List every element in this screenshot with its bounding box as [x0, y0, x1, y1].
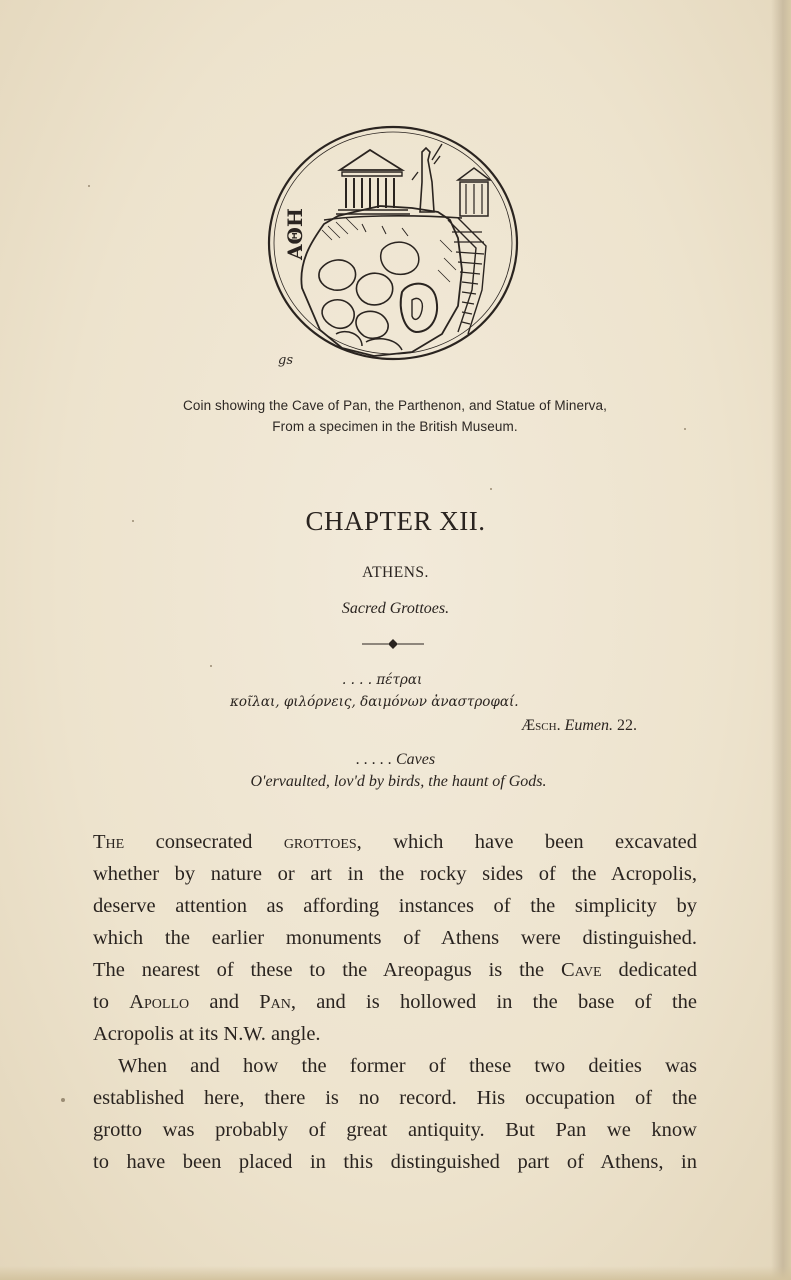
chapter-subtitle: Sacred Grottoes. — [341, 600, 450, 617]
epigraph-translation-line-1: . . . . . Caves — [356, 751, 436, 768]
engraver-mark: gs — [278, 353, 293, 368]
coin-illustration — [262, 120, 524, 382]
chapter-title: CHAPTER XII. — [305, 506, 486, 536]
body-line: whether by nature or art in the rocky sides of the Acropolis, — [93, 863, 697, 885]
epigraph-citation — [521, 717, 637, 735]
body-line: Acropolis at its N.W. angle. — [93, 1023, 321, 1045]
coin-legend: ΑΘΗ — [283, 208, 307, 260]
body-line: deserve attention as affording instances of the simplicity by — [93, 895, 697, 917]
body-line: to Apollo and Pan, and is hollowed in the base of the — [93, 991, 697, 1013]
citation-line: 22. — [617, 717, 637, 734]
body-line: grotto was probably of great antiquity. But Pan we know — [93, 1119, 697, 1141]
page-edge-shadow — [771, 0, 791, 1280]
citation-author: Æsch. — [520, 717, 561, 734]
citation-work: Eumen. — [564, 717, 613, 734]
body-line: to have been placed in this distinguished part of Athens, in — [93, 1151, 697, 1173]
figure-caption-line-2: From a specimen in the British Museum. — [272, 419, 518, 434]
epigraph-translation-line-2: O'ervaulted, lov'd by birds, the haunt of Gods. — [250, 773, 547, 790]
body-line: When and how the former of these two deities was — [118, 1055, 697, 1077]
paper-speck — [210, 665, 212, 667]
epigraph-greek-line-2: κοῖλαι, φιλόρνεις, δαιμόνων ἀναστροφαί. — [230, 694, 519, 710]
paper-speck — [61, 1098, 65, 1102]
paper-speck — [684, 428, 686, 430]
paper-speck — [88, 185, 90, 187]
paper-speck — [132, 520, 134, 522]
figure-caption-line-1: Coin showing the Cave of Pan, the Parthenon, and Statue of Minerva, — [183, 398, 607, 413]
body-line: The nearest of these to the Areopagus is the Cave dedicated — [93, 959, 697, 981]
body-line: which the earlier monuments of Athens were distinguished. — [93, 927, 697, 949]
epigraph-greek-line-1: . . . . πέτραι — [342, 672, 423, 688]
body-line: established here, there is no record. His occupation of the — [93, 1087, 697, 1109]
chapter-place: ATHENS. — [362, 564, 429, 581]
page-bottom-shadow — [0, 1266, 791, 1280]
body-line: The consecrated grottoes, which have been excavated — [93, 831, 697, 853]
ornament-divider — [362, 637, 424, 651]
paper-speck — [490, 488, 492, 490]
